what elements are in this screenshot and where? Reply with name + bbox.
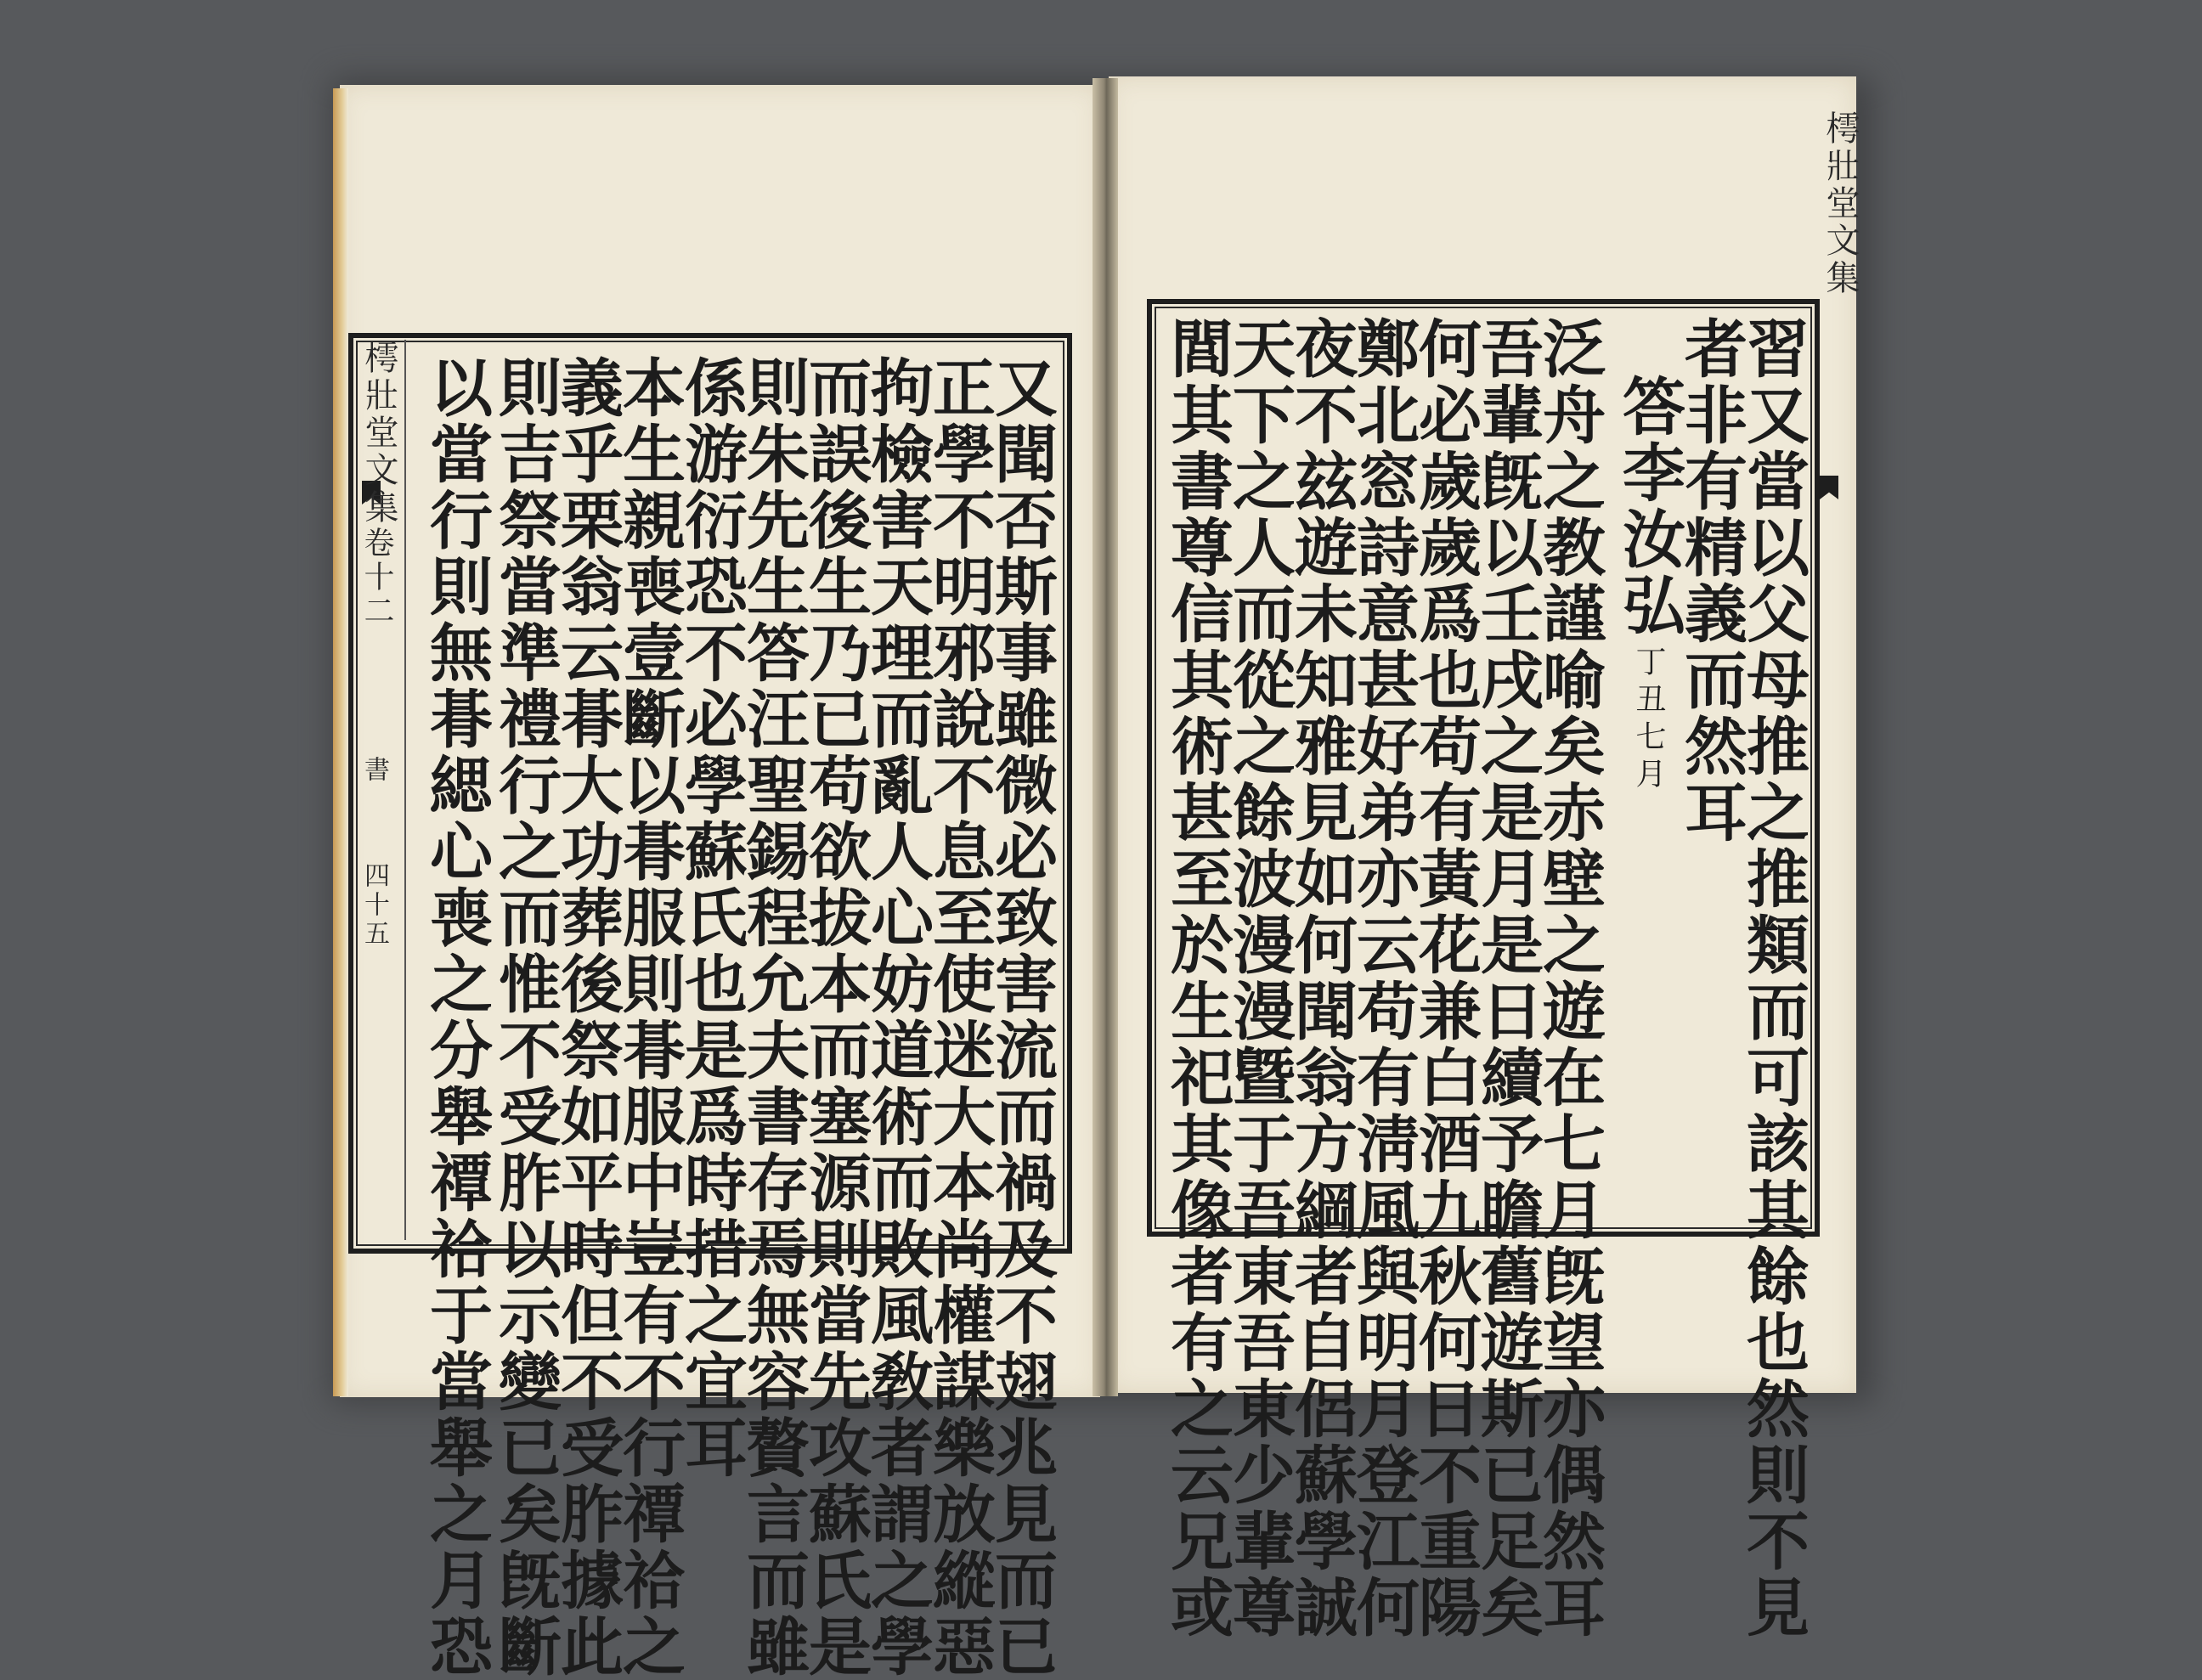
text-column: 夜不玆遊未知雅見如何聞翁方綱者自侶蘇學誠 (1284, 316, 1358, 1641)
text-column: 正學不明邪說不息至使迷大本尚權謀樂放縱惡 (923, 355, 996, 1680)
margin-divider (404, 340, 406, 1240)
text-column: 義乎栗翁云朞大功葬後祭如平時但不受胙據此 (550, 355, 624, 1680)
text-column: 泛舟之教謹喻矣赤壁之遊在七月旣望亦偶然耳 (1533, 316, 1606, 1641)
left-margin-page: 四十五 (359, 862, 389, 949)
left-margin-volume: 卷十二 (359, 527, 394, 629)
text-column: 者非有精義而然耳 (1674, 316, 1747, 846)
text-column: 本生親喪壹斷以朞服則朞服中豈有不行禫祫之 (613, 355, 686, 1680)
book-gutter (1093, 78, 1118, 1396)
text-column: 則吉祭當準禮行之而惟不受胙以示變已矣旣斷 (488, 355, 562, 1680)
left-margin-section: 書 (359, 756, 389, 785)
right-margin-title: 樗壯堂文集 (1821, 110, 1860, 297)
text-column: 吾輩旣以壬戌之是月是日續予瞻舊遊斯已足矣 (1471, 316, 1544, 1641)
text-column: 天下之人而從之餘波漫漫曁于吾東吾東少輩尊 (1222, 316, 1296, 1641)
text-column: 又聞否斯事雖微必致害流而禍及不翅兆見而已 (985, 355, 1058, 1680)
text-column: 閭其書尊信其術甚至於生祀其像者有之云兄或 (1160, 316, 1234, 1641)
text-column: 習又當以父母推之推類而可該其餘也然則不見 (1736, 316, 1810, 1641)
text-column: 係游衍恐不必學蘇氏也是爲時措之宜耳 (675, 355, 748, 1481)
text-column: 鄭北窓詩意甚好弟亦云苟有淸風與明月登江何 (1347, 316, 1420, 1641)
left-margin-title: 樗壯堂文集 (359, 340, 398, 527)
text-column: 拘檢害天理而亂人心妨道術而敗風敎者謂之學 (861, 355, 934, 1680)
letter-heading: 答李汝弘 (1612, 374, 1685, 639)
left-page-edge (333, 88, 348, 1396)
text-column: 而誤後生乃已苟欲拔本而塞源則當先攻蘇氏是 (799, 355, 872, 1680)
text-column: 則朱先生答汪聖錫程允夫書存焉無容贅言而雖 (737, 355, 810, 1680)
text-column: 以當行則無朞緦心喪之分舉禫祫于當舉之月恐 (420, 355, 493, 1680)
letter-date-note: 丁丑七月 (1631, 646, 1666, 795)
text-column: 何必歲歲爲也苟有黃花兼白酒九秋何日不重陽 (1409, 316, 1482, 1641)
